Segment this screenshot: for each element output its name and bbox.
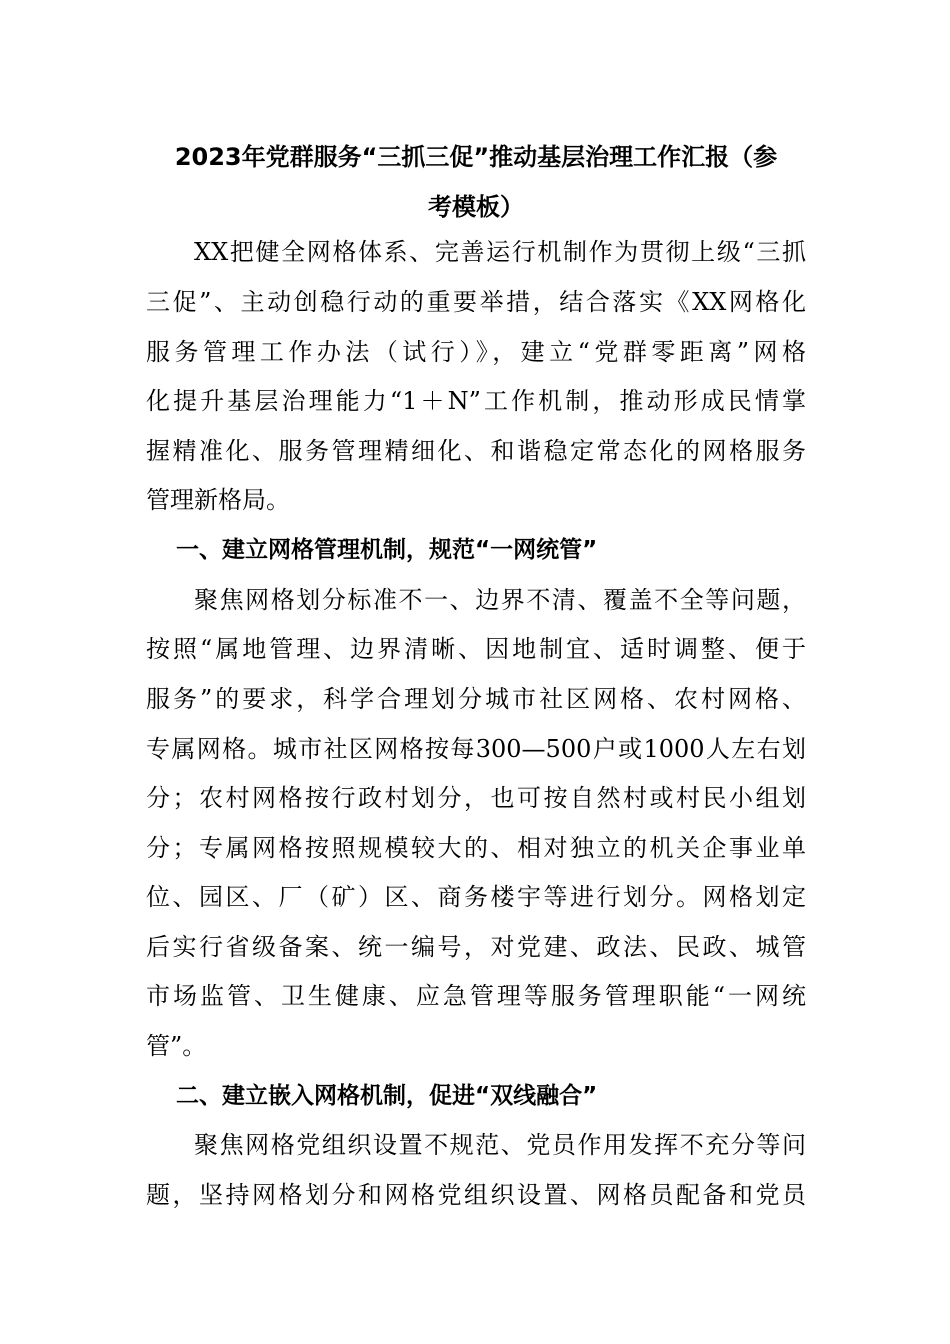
section-2-paragraph-line: 聚焦网格党组织设置不规范、党员作用发挥不充分等问 [194,1131,806,1159]
section-1-heading: 一、建立网格管理机制，规范“一网统管” [176,537,598,563]
section-1-paragraph-line: 分；专属网格按照规模较大的、相对独立的机关企事业单 [146,834,806,862]
section-1-paragraph-line: 位、园区、厂（矿）区、商务楼宇等进行划分。网格划定 [146,883,806,911]
document-title-line-1: 2023年党群服务“三抓三促”推动基层治理工作汇报（参 [174,143,778,171]
section-2-paragraph-line: 题，坚持网格划分和网格党组织设置、网格员配备和党员 [146,1181,806,1209]
section-1-paragraph-line: 分；农村网格按行政村划分，也可按自然村或村民小组划 [146,784,806,812]
intro-paragraph-line: 三促”、主动创稳行动的重要举措，结合落实《XX网格化 [146,288,806,316]
section-1-paragraph-line: 管”。 [146,1032,207,1060]
section-2-heading: 二、建立嵌入网格机制，促进“双线融合” [176,1083,598,1109]
section-1-paragraph-line: 市场监管、卫生健康、应急管理等服务管理职能“一网统 [146,982,806,1010]
section-1-paragraph-line: 专属网格。城市社区网格按每300—500户或1000人左右划 [146,735,806,763]
section-1-paragraph-line: 按照“属地管理、边界清晰、因地制宜、适时调整、便于 [146,635,806,663]
intro-paragraph-line: 管理新格局。 [146,486,290,514]
intro-paragraph-line: 握精准化、服务管理精细化、和谐稳定常态化的网格服务 [146,437,806,465]
section-1-paragraph-line: 服务”的要求，科学合理划分城市社区网格、农村网格、 [146,685,806,713]
document-title-line-2: 考模板） [428,193,524,221]
section-1-paragraph-line: 后实行省级备案、统一编号，对党建、政法、民政、城管 [146,933,806,961]
intro-paragraph-line: 化提升基层治理能力“1＋N”工作机制，推动形成民情掌 [146,387,806,415]
intro-paragraph-line: XX把健全网格体系、完善运行机制作为贯彻上级“三抓 [194,238,806,266]
intro-paragraph-line: 服务管理工作办法（试行）》，建立“党群零距离”网格 [146,338,806,366]
section-1-paragraph-line: 聚焦网格划分标准不一、边界不清、覆盖不全等问题， [194,586,806,614]
